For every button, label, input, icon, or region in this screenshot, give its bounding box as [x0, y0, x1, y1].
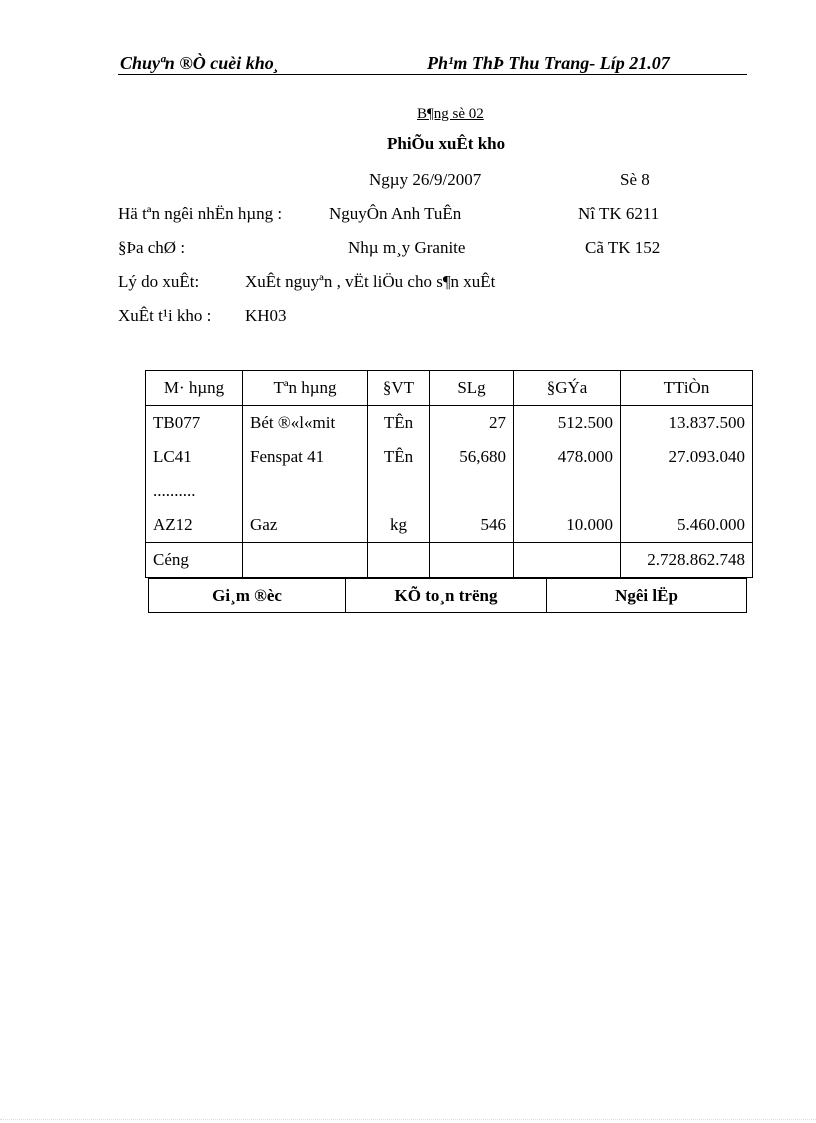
cell-unit — [368, 474, 430, 508]
document-title: PhiÕu xuÊt kho — [387, 134, 506, 153]
document-date: Ngµy 26/9/2007 — [369, 170, 482, 189]
signature-chief-accountant: KÕ to¸n trëng — [346, 579, 547, 613]
items-table — [145, 370, 753, 578]
cell-code: TB077 — [146, 406, 243, 441]
signature-row — [149, 579, 747, 613]
cell-quantity: 56,680 — [430, 440, 514, 474]
cell-code: .......... — [146, 474, 243, 508]
reason-value: XuÊt nguyªn , vËt liÖu cho s¶n xuÊt — [245, 272, 496, 291]
document-number: Sè 8 — [620, 170, 650, 189]
cell-unit-price: 512.500 — [514, 406, 621, 441]
address-label: §Þa chØ : — [118, 238, 186, 257]
page-bottom-border — [0, 1119, 816, 1120]
debit-account: Nî TK 6211 — [578, 204, 660, 223]
signature-table — [148, 578, 747, 613]
cell-amount — [621, 474, 753, 508]
header-code: M· hµng — [146, 371, 243, 406]
reason-label: Lý do xuÊt: — [118, 272, 200, 291]
table-row — [146, 406, 753, 441]
cell-amount: 5.460.000 — [621, 508, 753, 543]
header-rule — [118, 74, 747, 75]
warehouse-value: KH03 — [245, 306, 287, 325]
address-value: Nhµ m¸y Granite — [348, 238, 466, 257]
table-row — [146, 474, 753, 508]
cell-code: AZ12 — [146, 508, 243, 543]
cell-quantity: 546 — [430, 508, 514, 543]
cell-name: Gaz — [243, 508, 368, 543]
total-empty-cell — [514, 543, 621, 578]
table-header-row — [146, 371, 753, 406]
header-amount: TTiÒn — [621, 371, 753, 406]
header-right: Ph¹m ThÞ Thu Trang- Líp 21.07 — [427, 53, 670, 73]
cell-quantity: 27 — [430, 406, 514, 441]
table-row — [146, 508, 753, 543]
table-row — [146, 440, 753, 474]
receiver-label: Hä tªn ngêi nhËn hµng : — [118, 204, 283, 223]
cell-code: LC41 — [146, 440, 243, 474]
credit-account: Cã TK 152 — [585, 238, 661, 257]
total-empty-cell — [368, 543, 430, 578]
header-quantity: SLg — [430, 371, 514, 406]
table-number: B¶ng sè 02 — [417, 106, 484, 122]
receiver-value: NguyÔn Anh TuÊn — [329, 204, 462, 223]
cell-unit-price: 10.000 — [514, 508, 621, 543]
header-name: Tªn hµng — [243, 371, 368, 406]
cell-unit: TÊn — [368, 406, 430, 441]
cell-quantity — [430, 474, 514, 508]
warehouse-label: XuÊt t¹i kho : — [118, 306, 212, 325]
header-left: Chuyªn ®Ò cuèi kho¸ — [120, 53, 280, 73]
cell-unit-price: 478.000 — [514, 440, 621, 474]
total-row — [146, 543, 753, 578]
signature-preparer: Ngêi lËp — [547, 579, 747, 613]
header-unit-price: §GÝa — [514, 371, 621, 406]
total-label: Céng — [146, 543, 243, 578]
cell-unit: TÊn — [368, 440, 430, 474]
cell-amount: 27.093.040 — [621, 440, 753, 474]
cell-unit: kg — [368, 508, 430, 543]
cell-name — [243, 474, 368, 508]
cell-unit-price — [514, 474, 621, 508]
cell-amount: 13.837.500 — [621, 406, 753, 441]
total-value: 2.728.862.748 — [621, 543, 753, 578]
cell-name: Fenspat 41 — [243, 440, 368, 474]
cell-name: Bét ®«l«mit — [243, 406, 368, 441]
header-unit: §VT — [368, 371, 430, 406]
total-empty-cell — [430, 543, 514, 578]
signature-director: Gi¸m ®èc — [149, 579, 346, 613]
total-empty-cell — [243, 543, 368, 578]
